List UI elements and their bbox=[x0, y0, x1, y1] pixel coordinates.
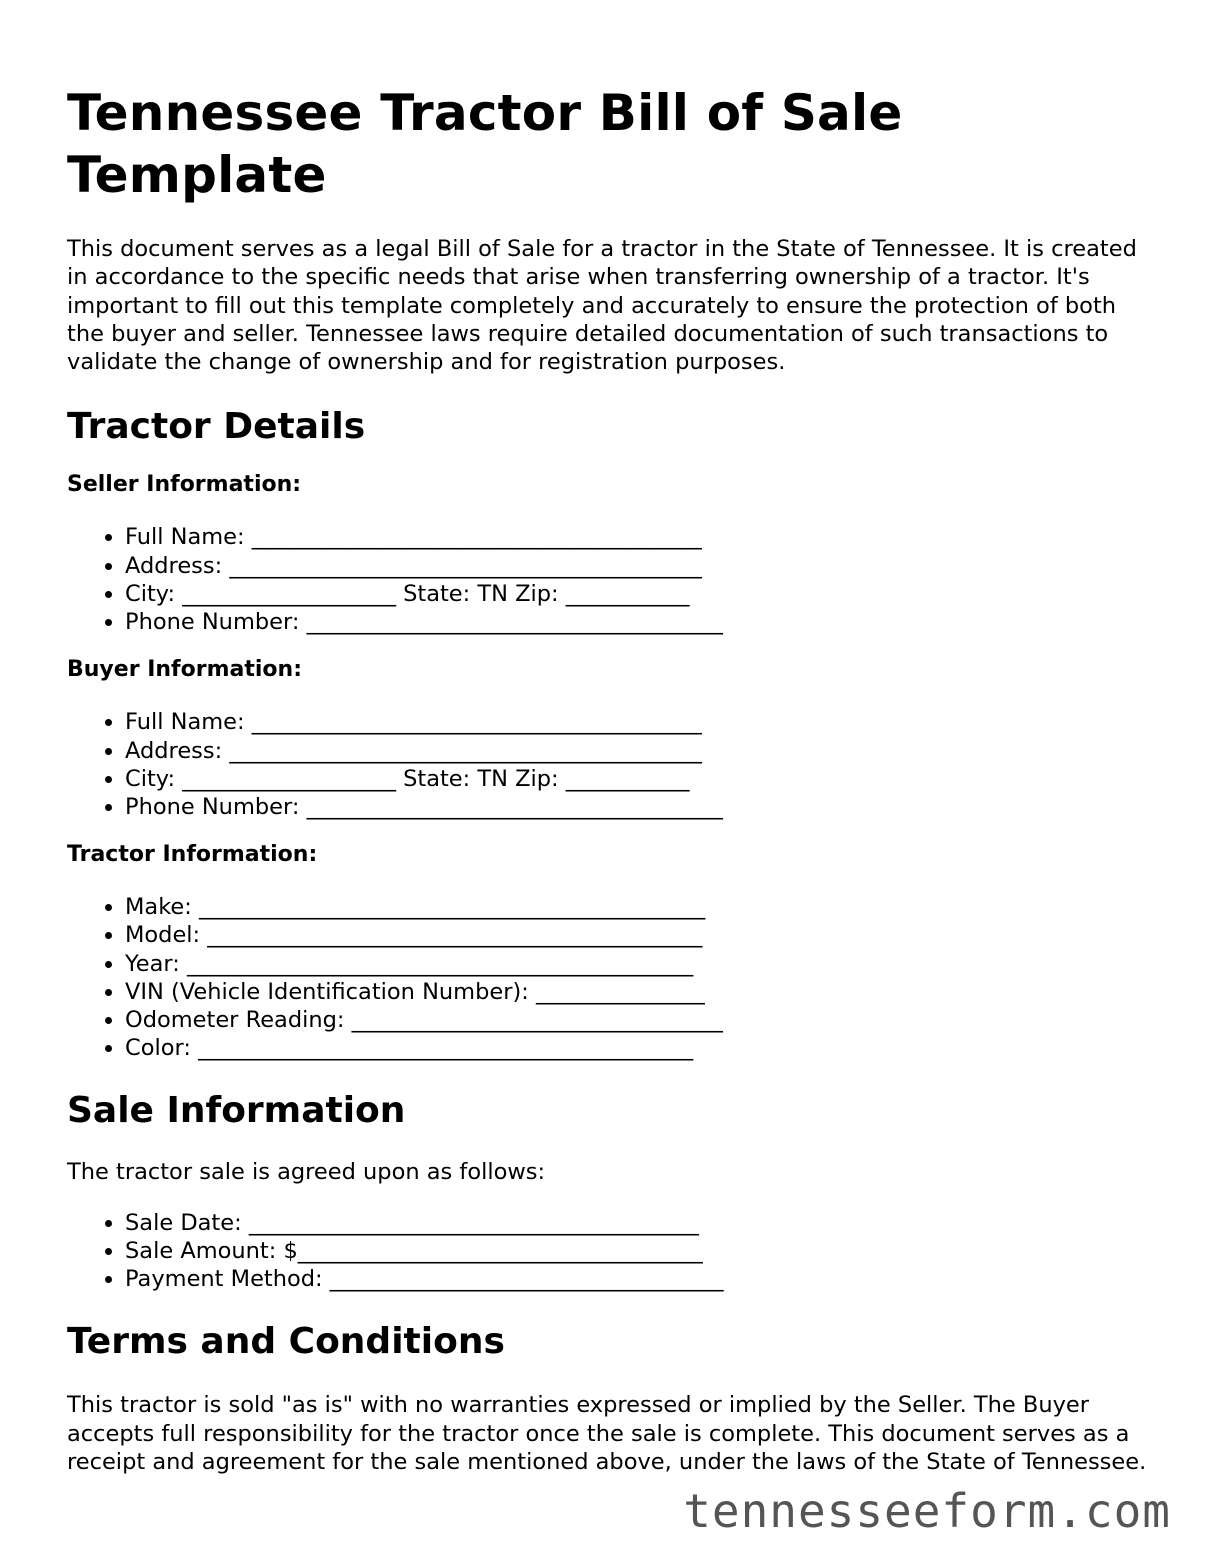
buyer-full-name-field: • Full Name: ________________________________________ bbox=[125, 708, 1147, 736]
seller-phone-field: • Phone Number: _____________________________________ bbox=[125, 608, 1147, 636]
seller-info-heading: Seller Information: bbox=[67, 472, 302, 498]
tractor-info-heading: Tractor Information: bbox=[67, 842, 318, 868]
tractor-odometer-field: • Odometer Reading: _________________________________ bbox=[125, 1006, 1147, 1034]
page-title: Tennessee Tractor Bill of Sale Template bbox=[67, 84, 903, 204]
tractor-model-field: • Model: ____________________________________________ bbox=[125, 921, 1147, 949]
document-page bbox=[67, 82, 1147, 1476]
buyer-info-heading: Buyer Information: bbox=[67, 657, 302, 683]
buyer-address-field: • Address: __________________________________________ bbox=[125, 737, 1147, 765]
buyer-city-state-zip-field: • City: ___________________ State: TN Zip: ___________ bbox=[125, 765, 1147, 793]
sale-info-list bbox=[67, 1209, 1147, 1294]
tractor-year-field: • Year: _____________________________________________ bbox=[125, 950, 1147, 978]
tractor-vin-field: • VIN (Vehicle Identification Number): _______________ bbox=[125, 978, 1147, 1006]
terms-paragraph: This tractor is sold "as is" with no warranties expressed or implied by the Seller. The Buyer accepts full responsibility for the tractor once the sale is complete. This document serves as a receipt and agreement for the sale mentioned above, under the laws of the State of Tennessee. bbox=[67, 1392, 1147, 1475]
sale-amount-field: • Sale Amount: $____________________________________ bbox=[125, 1237, 1147, 1265]
sale-information-heading: Sale Information bbox=[67, 1090, 406, 1132]
tractor-color-field: • Color: ____________________________________________ bbox=[125, 1034, 1147, 1062]
seller-full-name-field: • Full Name: ________________________________________ bbox=[125, 523, 1147, 551]
seller-city-state-zip-field: • City: ___________________ State: TN Zip: ___________ bbox=[125, 580, 1147, 608]
payment-method-field: • Payment Method: ___________________________________ bbox=[125, 1265, 1147, 1293]
terms-heading: Terms and Conditions bbox=[67, 1321, 505, 1363]
intro-paragraph: This document serves as a legal Bill of Sale for a tractor in the State of Tennessee. It is created in accordance to the specific needs that arise when transferring ownership of a tractor. It's important to fill out this template completely and accurately to ensure the protection of both the buyer and seller. Tennessee laws require detailed documentation of such transactions to validate the change of ownership and for registration purposes. bbox=[67, 236, 1137, 376]
buyer-phone-field: • Phone Number: _____________________________________ bbox=[125, 793, 1147, 821]
seller-address-field: • Address: __________________________________________ bbox=[125, 552, 1147, 580]
sale-date-field: • Sale Date: ________________________________________ bbox=[125, 1209, 1147, 1237]
sale-intro-text: The tractor sale is agreed upon as follows: bbox=[67, 1159, 546, 1186]
tractor-make-field: • Make: _____________________________________________ bbox=[125, 893, 1147, 921]
buyer-info-list bbox=[67, 708, 1147, 821]
seller-info-list bbox=[67, 523, 1147, 636]
site-watermark: tennesseeform.com bbox=[683, 1484, 1171, 1538]
tractor-info-list bbox=[67, 893, 1147, 1062]
tractor-details-heading: Tractor Details bbox=[67, 406, 366, 448]
